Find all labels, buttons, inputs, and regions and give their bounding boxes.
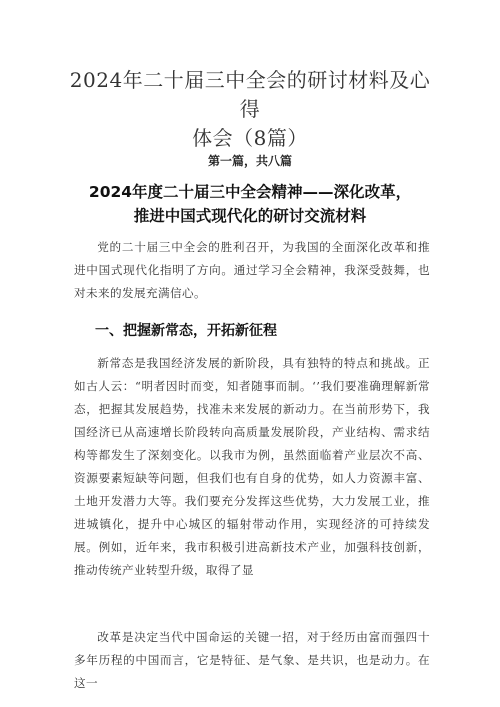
body-paragraph-truncated: 改革是决定当代中国命运的关键一招，对于经历由富而强四十多年历程的中国而言，它是特征、是气象、是共识，也是动力。在这一: [74, 630, 430, 690]
document-title-line2: 体会（8篇）: [192, 126, 308, 150]
body-paragraph: 新常态是我国经济发展的新阶段，具有独特的特点和挑战。正如古人云：“明者因时而变，知者随事而制。‘’我们要准确理解新常态，把握其发展趋势，找准未来发展的新动力。在当前形势下，我国经济已从高速增长阶段转向高质量发展阶段，产业结构、需求结构等都发生了深刻变化。以我市为例，虽然面临着产业层次不高、资源要素短缺等问题，但我们也有自身的优势，如人力资源丰富、土地开发潜力大等。我们要充分发挥这些优势，大力发展工业，推进城镇化，提升中心城区的辐射带动作用，实现经济的可持续发展。例如，近年来，我市积极引进高新技术产业，加强科技创新，推动传统产业转型升级，取得了显: [74, 356, 430, 577]
section-heading: 一、把握新常态，开拓新征程: [95, 323, 277, 339]
intro-paragraph: 党的二十届三中全会的胜利召开，为我国的全面深化改革和推进中国式现代化指明了方向。通过学习全会精神，我深受鼓舞，也对未来的发展充满信心。: [74, 240, 430, 300]
main-heading: [60, 180, 440, 228]
main-heading-line2: 推进中国式现代化的研讨交流材料: [133, 207, 367, 225]
main-heading-line1: 2024年度二十届三中全会精神——深化改革，: [88, 183, 412, 201]
part-label: 第一篇，共八篇: [207, 154, 292, 168]
document-title-line1: 2024年二十届三中全会的研讨材料及心得: [69, 68, 431, 121]
document-title: [60, 66, 440, 153]
